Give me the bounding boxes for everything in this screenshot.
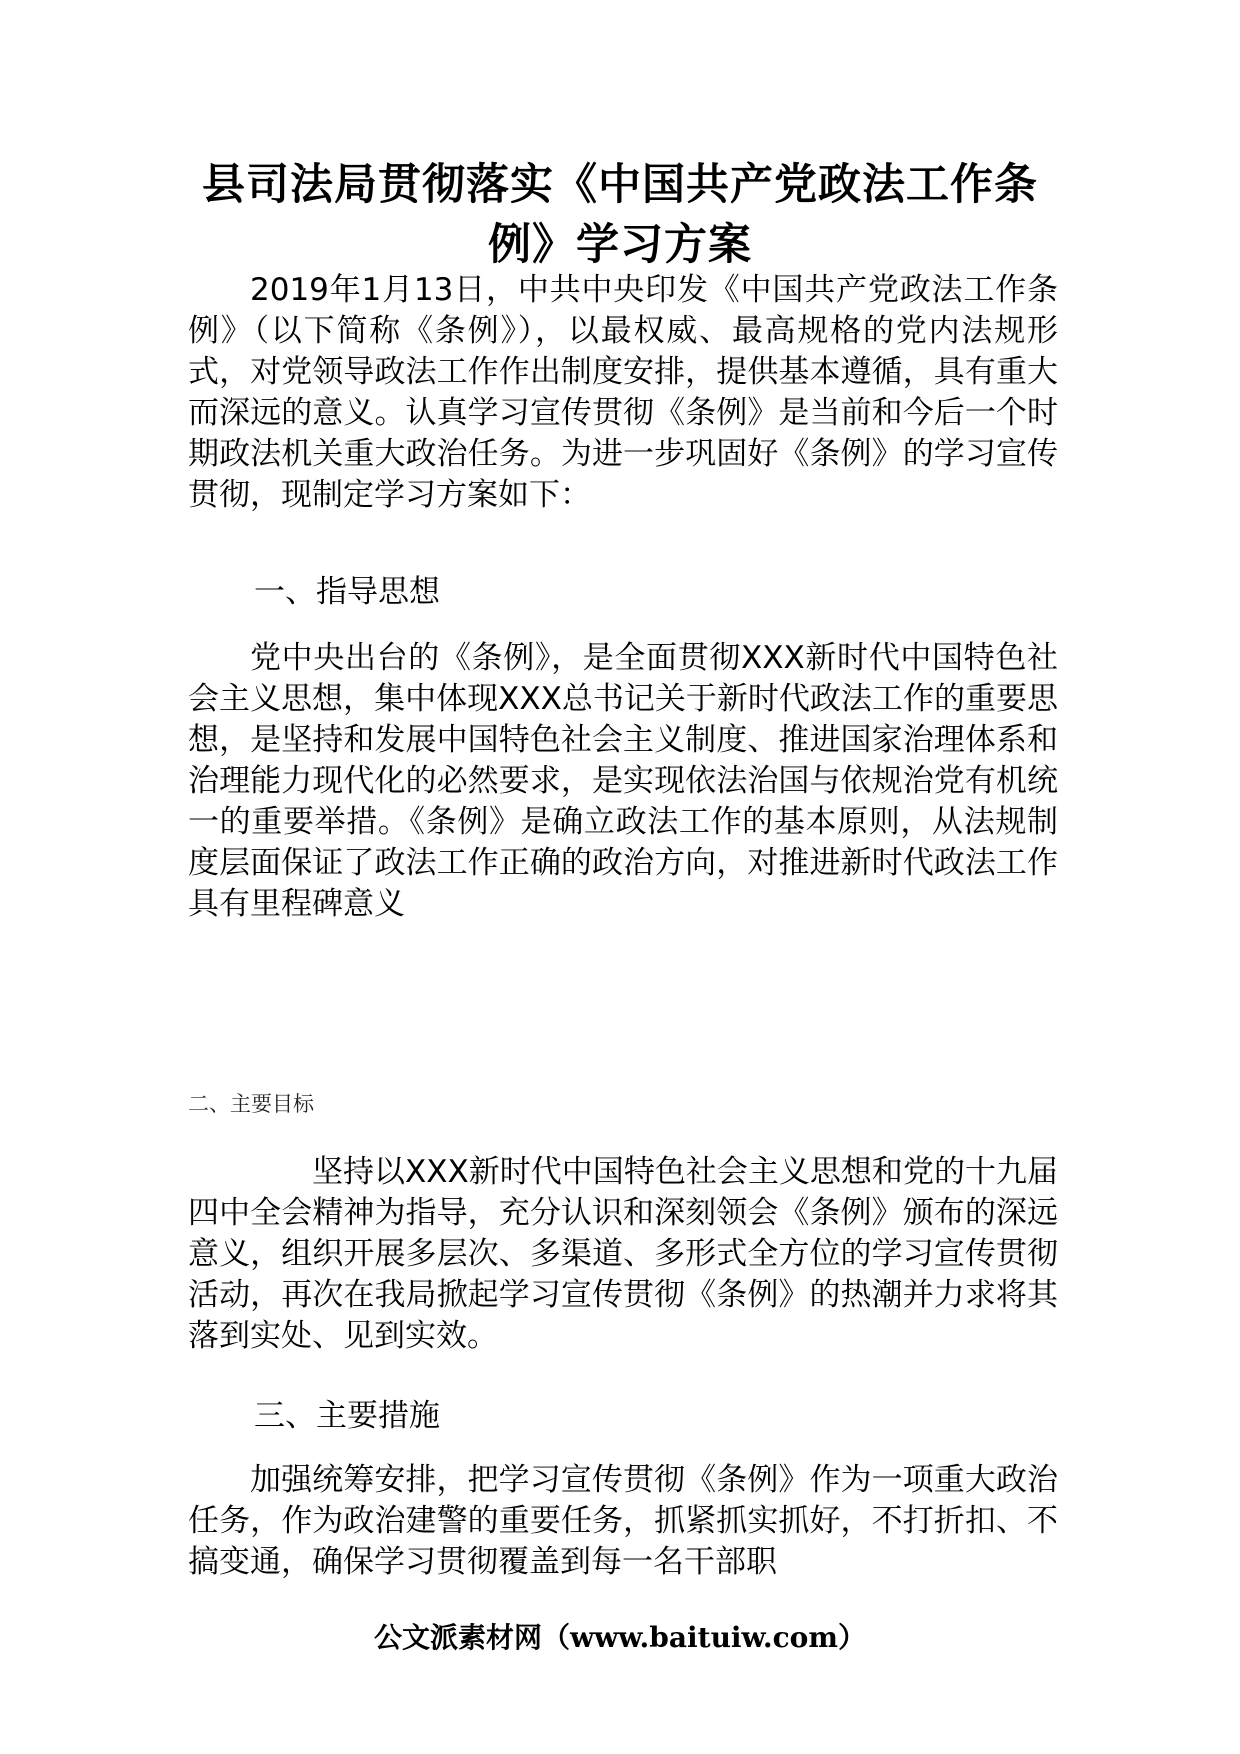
section-heading-main-goals: 二、主要目标 <box>188 1092 314 1116</box>
document-title: 县司法局贯彻落实《中国共产党政法工作条例》学习方案 <box>202 160 1038 270</box>
section-body-main-goals: 坚持以XXX新时代中国特色社会主义思想和党的十九届四中全会精神为指导，充分认识和深刻领会《条例》颁布的深远意义，组织开展多层次、多渠道、多形式全方位的学习宣传贯彻活动，再次在我局掀起学习宣传贯彻《条例》的热潮并力求将其落到实处、见到实效。 <box>188 1154 1058 1354</box>
section-body-guiding-ideology: 党中央出台的《条例》，是全面贯彻XXX新时代中国特色社会主义思想，集中体现XXX总书记关于新时代政法工作的重要思想，是坚持和发展中国特色社会主义制度、推进国家治理体系和治理能力现代化的必然要求，是实现依法治国与依规治党有机统一的重要举措。《条例》是确立政法工作的基本原则，从法规制度层面保证了政法工作正确的政治方向，对推进新时代政法工作具有里程碑意义 <box>188 640 1058 922</box>
section-heading-guiding-ideology: 一、指导思想 <box>254 574 440 610</box>
section-heading-main-measures: 三、主要措施 <box>254 1398 440 1434</box>
footer-watermark: 公文派素材网（www.baituiw.com） <box>374 1621 866 1654</box>
intro-paragraph: 2019年1月13日，中共中央印发《中国共产党政法工作条例》（以下简称《条例》），以最权威、最高规格的党内法规形式，对党领导政法工作作出制度安排，提供基本遵循，具有重大而深远的意义。认真学习宣传贯彻《条例》是当前和今后一个时期政法机关重大政治任务。为进一步巩固好《条例》的学习宣传贯彻，现制定学习方案如下： <box>188 272 1058 513</box>
section-body-main-measures: 加强统筹安排，把学习宣传贯彻《条例》作为一项重大政治任务，作为政治建警的重要任务，抓紧抓实抓好，不打折扣、不搞变通，确保学习贯彻覆盖到每一名干部职 <box>188 1462 1058 1580</box>
